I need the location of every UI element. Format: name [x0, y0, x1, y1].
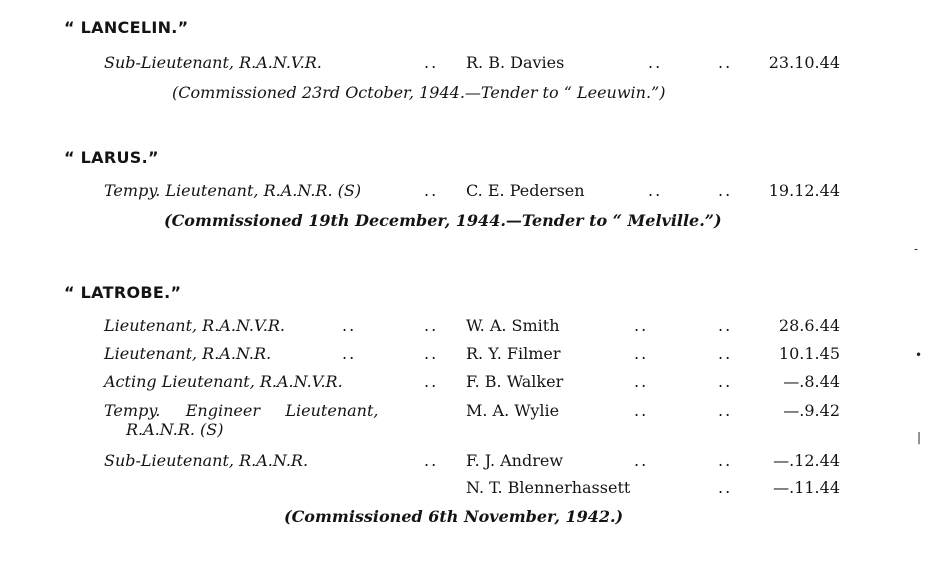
officer-name: W. A. Smith	[466, 316, 560, 335]
officer-name: R. Y. Filmer	[466, 344, 561, 363]
leader-dots: ..	[718, 181, 733, 200]
leader-dots: ..	[718, 478, 733, 497]
leader-dots: ..	[634, 451, 649, 470]
officer-name: M. A. Wylie	[466, 401, 560, 420]
officer-name: C. E. Pedersen	[466, 181, 585, 200]
leader-dots: ..	[718, 53, 733, 72]
commission-note: (Commissioned 6th November, 1942.)	[284, 507, 624, 526]
rank: Tempy. Engineer Lieutenant,	[104, 401, 379, 420]
leader-dots: ..	[342, 344, 357, 363]
rank: Lieutenant, R.A.N.V.R.	[104, 316, 285, 335]
leader-dots: ..	[718, 316, 733, 335]
leader-dots: ..	[424, 53, 439, 72]
leader-dots: ..	[718, 344, 733, 363]
scan-mark: •	[915, 348, 923, 362]
officer-name: F. J. Andrew	[466, 451, 564, 470]
ship-heading-lancelin: “ LANCELIN.”	[64, 18, 189, 37]
leader-dots: ..	[634, 316, 649, 335]
scan-mark: |	[917, 430, 922, 444]
leader-dots: ..	[424, 344, 439, 363]
leader-dots: ..	[718, 451, 733, 470]
leader-dots: ..	[648, 181, 663, 200]
leader-dots: ..	[424, 451, 439, 470]
leader-dots: ..	[424, 181, 439, 200]
rank: Sub-Lieutenant, R.A.N.R.	[104, 451, 309, 470]
appointment-date: 23.10.44	[768, 53, 840, 72]
leader-dots: ..	[634, 344, 649, 363]
leader-dots: ..	[342, 316, 357, 335]
appointment-date: 28.6.44	[778, 316, 840, 335]
leader-dots: ..	[648, 53, 663, 72]
appointment-date: —.12.44	[773, 451, 840, 470]
rank: Acting Lieutenant, R.A.N.V.R.	[104, 372, 343, 391]
appointment-date: —.9.42	[783, 401, 840, 420]
leader-dots: ..	[718, 372, 733, 391]
rank-continued: R.A.N.R. (S)	[126, 420, 224, 439]
scan-mark: -	[914, 242, 919, 256]
appointment-date: —.8.44	[783, 372, 840, 391]
appointment-date: 19.12.44	[768, 181, 840, 200]
leader-dots: ..	[634, 372, 649, 391]
rank: Sub-Lieutenant, R.A.N.V.R.	[104, 53, 322, 72]
officer-name: R. B. Davies	[466, 53, 565, 72]
leader-dots: ..	[424, 316, 439, 335]
officer-name: N. T. Blennerhassett	[466, 478, 631, 497]
commission-note: (Commissioned 23rd October, 1944.—Tender to “ Leeuwin.”)	[172, 83, 666, 102]
appointment-date: 10.1.45	[778, 344, 840, 363]
ship-heading-latrobe: “ LATROBE.”	[64, 283, 182, 302]
appointment-date: —.11.44	[773, 478, 840, 497]
commission-note: (Commissioned 19th December, 1944.—Tender to “ Melville.”)	[164, 211, 722, 230]
officer-name: F. B. Walker	[466, 372, 564, 391]
rank: Lieutenant, R.A.N.R.	[104, 344, 272, 363]
leader-dots: ..	[424, 372, 439, 391]
leader-dots: ..	[718, 401, 733, 420]
rank: Tempy. Lieutenant, R.A.N.R. (S)	[104, 181, 362, 200]
ship-heading-larus: “ LARUS.”	[64, 148, 159, 167]
leader-dots: ..	[634, 401, 649, 420]
